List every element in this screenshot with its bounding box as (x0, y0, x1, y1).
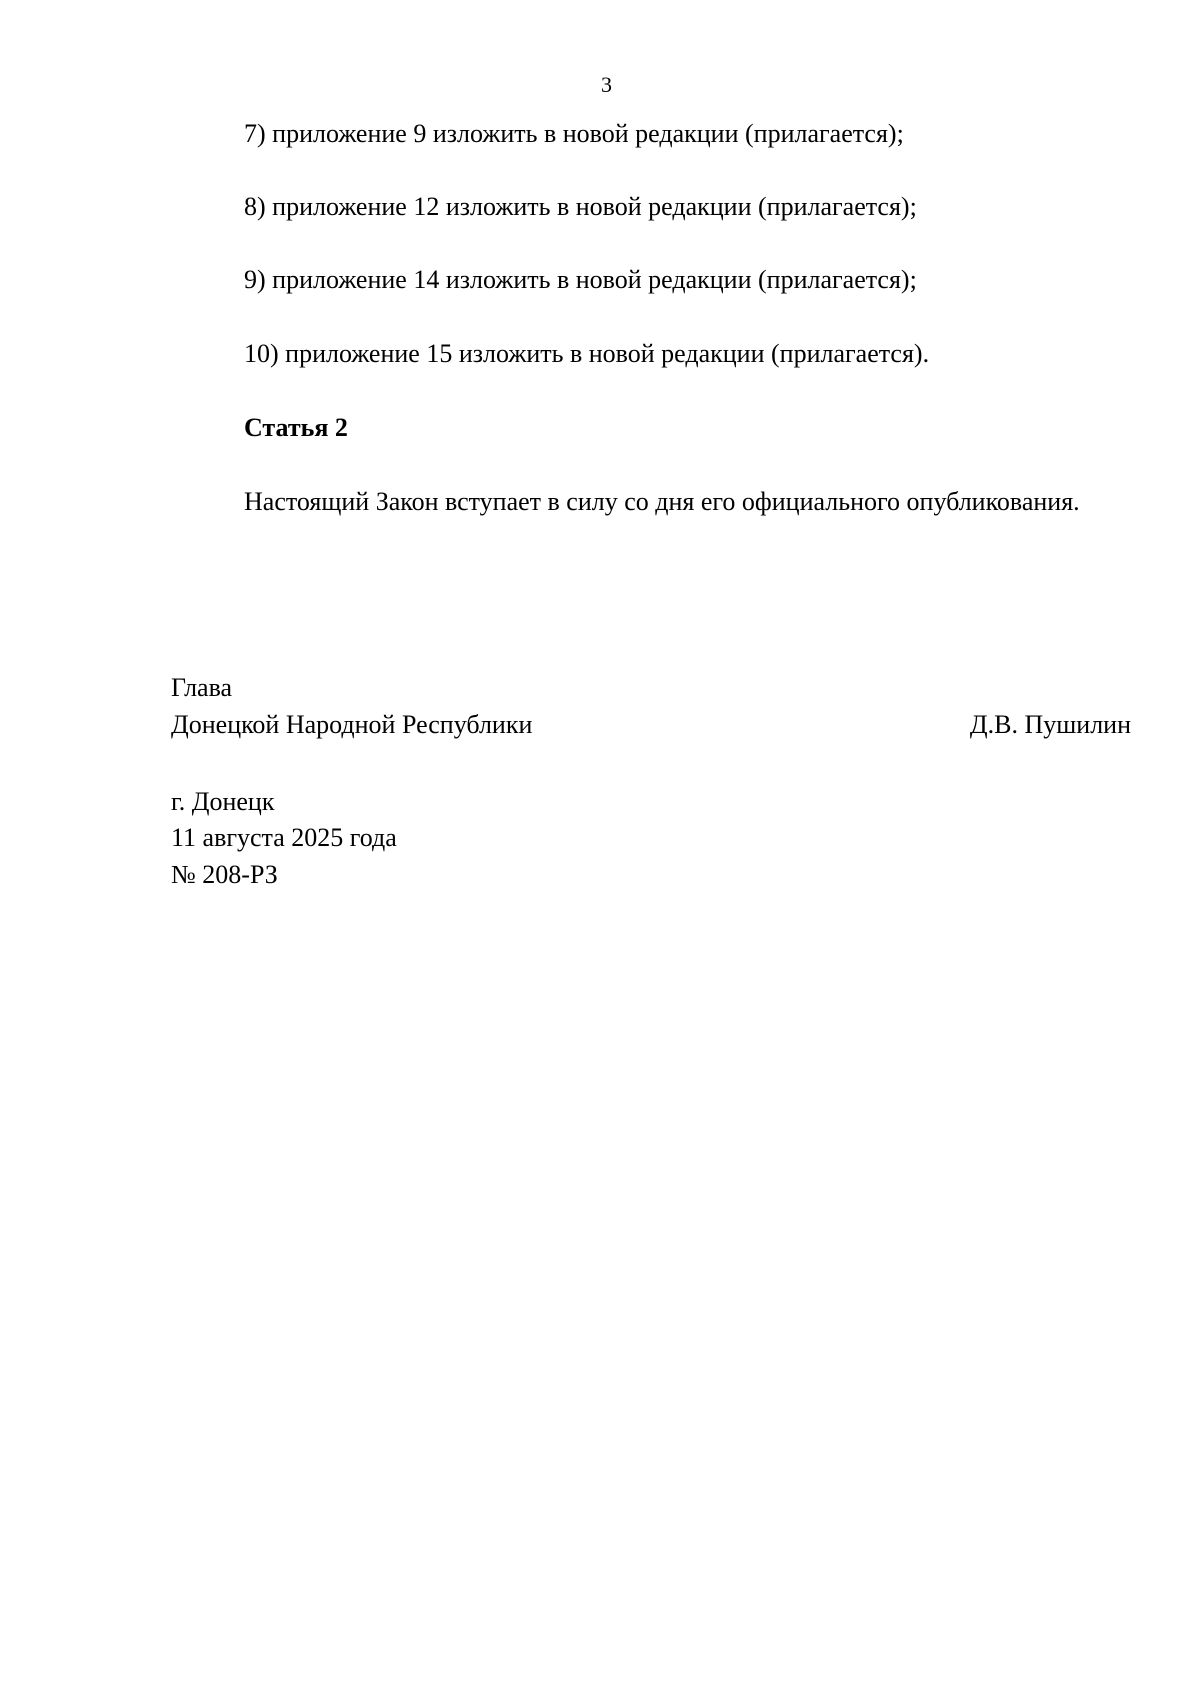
amendment-item-10: 10) приложение 15 изложить в новой редакции (прилагается). (244, 339, 930, 368)
amendment-item-8: 8) приложение 12 изложить в новой редакции (прилагается); (244, 192, 917, 221)
footer-date: 11 августа 2025 года (171, 823, 397, 852)
amendment-item-7: 7) приложение 9 изложить в новой редакции (прилагается); (244, 119, 904, 148)
signature-title-line2: Донецкой Народной Республики (171, 710, 533, 739)
footer-law-number: № 208-РЗ (171, 860, 278, 889)
page-number: 3 (601, 72, 612, 97)
article-text: Настоящий Закон вступает в силу со дня его официального опубликования. (244, 487, 1080, 516)
article-heading: Статья 2 (244, 413, 348, 442)
amendment-item-9: 9) приложение 14 изложить в новой редакции (прилагается); (244, 265, 917, 294)
signature-title-line1: Глава (171, 673, 233, 702)
signature-name: Д.В. Пушилин (969, 710, 1131, 739)
footer-city: г. Донецк (171, 787, 275, 816)
